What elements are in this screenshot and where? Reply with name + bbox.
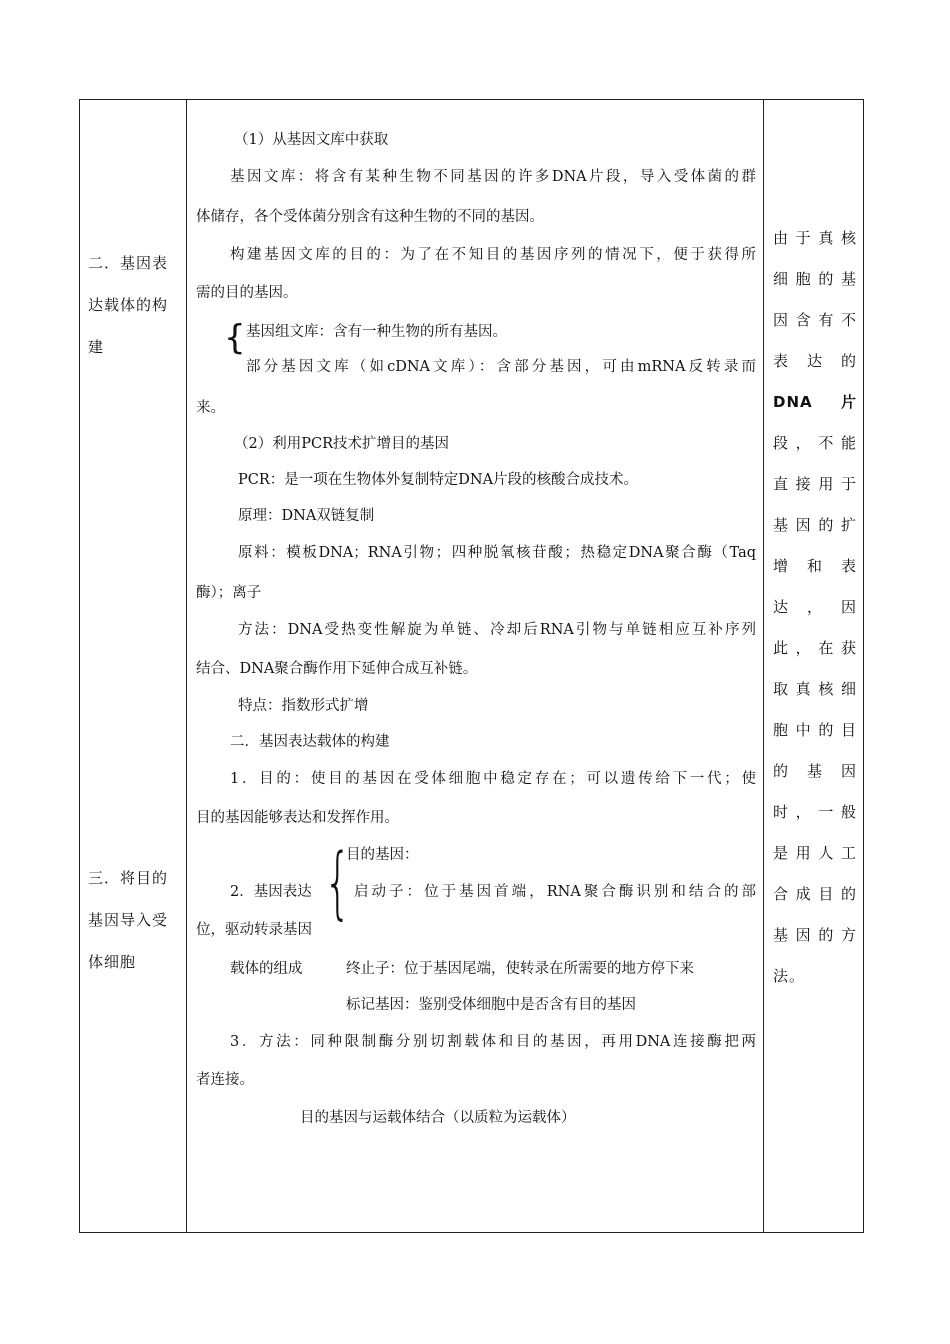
note-line: 基因的方 [773, 926, 857, 944]
text-line: 酶）；离子 [196, 585, 262, 601]
note-line: 因含有不 [773, 311, 857, 329]
note-line: 直接用于 [773, 475, 857, 493]
text-line: 基因组文库：含有一种生物的所有基因。 [246, 324, 507, 340]
left-line: 基因导入受 [88, 911, 169, 929]
brace-icon: { [324, 838, 352, 928]
text-line: 标记基因：鉴别受体细胞中是否含有目的基因 [346, 997, 636, 1013]
column-divider-left [186, 99, 187, 1233]
text-line: 2．基因表达 [230, 884, 312, 900]
text-line: 需的目的基因。 [196, 285, 298, 301]
note-line: 是用人工 [773, 844, 857, 862]
text-line: 特点：指数形式扩增 [238, 698, 369, 714]
text-line: PCR：是一项在生物体外复制特定DNA片段的核酸合成技术。 [238, 472, 639, 488]
text-line: 终止子：位于基因尾端，使转录在所需要的地方停下来 [346, 961, 694, 977]
left-section-2 [88, 242, 182, 368]
text-line: 结合、DNA聚合酶作用下延伸合成互补链。 [196, 661, 478, 677]
note-line: 细胞的基 [773, 270, 857, 288]
text-line: 启动子：位于基因首端，RNA聚合酶识别和结合的部 [354, 884, 756, 900]
note-line: 段，不能 [773, 434, 857, 452]
text-line: 方法：DNA受热变性解旋为单链、冷却后RNA引物与单链相应互补序列 [238, 622, 756, 638]
text-line: 部分基因文库（如cDNA文库）：含部分基因，可由mRNA反转录而 [246, 359, 756, 375]
note-line: 表 达 的 [773, 352, 857, 370]
note-line: 增 和 表 [773, 557, 857, 575]
note-line: 取真核细 [773, 680, 857, 698]
text-line: 目的基因： [346, 847, 419, 863]
left-line: 建 [88, 338, 105, 356]
note-line: 的 基 因 [773, 762, 857, 780]
heading-vector: 二．基因表达载体的构建 [230, 734, 390, 750]
column-divider-right [763, 99, 764, 1233]
text-line: 者连接。 [196, 1072, 254, 1088]
right-note [773, 218, 857, 997]
text-line: 载体的组成 [230, 961, 303, 977]
text-line: 目的基因能够表达和发挥作用。 [196, 810, 399, 826]
note-line: 由于真核 [773, 229, 857, 247]
brace-icon: { [224, 318, 246, 358]
text-line: 基因文库：将含有某种生物不同基因的许多DNA片段，导入受体菌的群 [230, 169, 756, 185]
note-line: 合成目的 [773, 885, 857, 903]
left-line: 二．基因表 [88, 254, 169, 272]
heading-pcr: （2）利用PCR技术扩增目的基因 [234, 436, 449, 452]
note-line: 法。 [773, 967, 806, 985]
note-line: 此，在获 [773, 639, 857, 657]
text-line: 位，驱动转录基因 [196, 922, 312, 938]
heading-gene-library: （1）从基因文库中获取 [234, 132, 389, 148]
note-line: 基因的扩 [773, 516, 857, 534]
note-line: 达 ， 因 [773, 598, 857, 616]
text-line: 来。 [196, 400, 225, 416]
caption: 目的基因与运载体结合（以质粒为运载体） [300, 1110, 576, 1126]
text-line: 体储存，各个受体菌分别含有这种生物的不同的基因。 [196, 209, 544, 225]
left-line: 达载体的构 [88, 296, 169, 314]
note-line: DNA 片 [773, 393, 857, 411]
left-section-3 [88, 857, 182, 983]
note-line: 时，一般 [773, 803, 857, 821]
text-line: 构建基因文库的目的：为了在不知目的基因序列的情况下，便于获得所 [230, 247, 756, 263]
text-line: 3．方法：同种限制酶分别切割载体和目的基因，再用DNA连接酶把两 [230, 1034, 756, 1050]
text-line: 原料：模板DNA；RNA引物；四种脱氧核苷酸；热稳定DNA聚合酶（Taq [238, 545, 756, 561]
left-line: 三．将目的 [88, 869, 169, 887]
left-line: 体细胞 [88, 953, 137, 971]
text-line: 原理：DNA双链复制 [238, 508, 375, 524]
text-line: 1．目的：使目的基因在受体细胞中稳定存在；可以遗传给下一代；使 [230, 771, 756, 787]
note-line: 胞中的目 [773, 721, 857, 739]
